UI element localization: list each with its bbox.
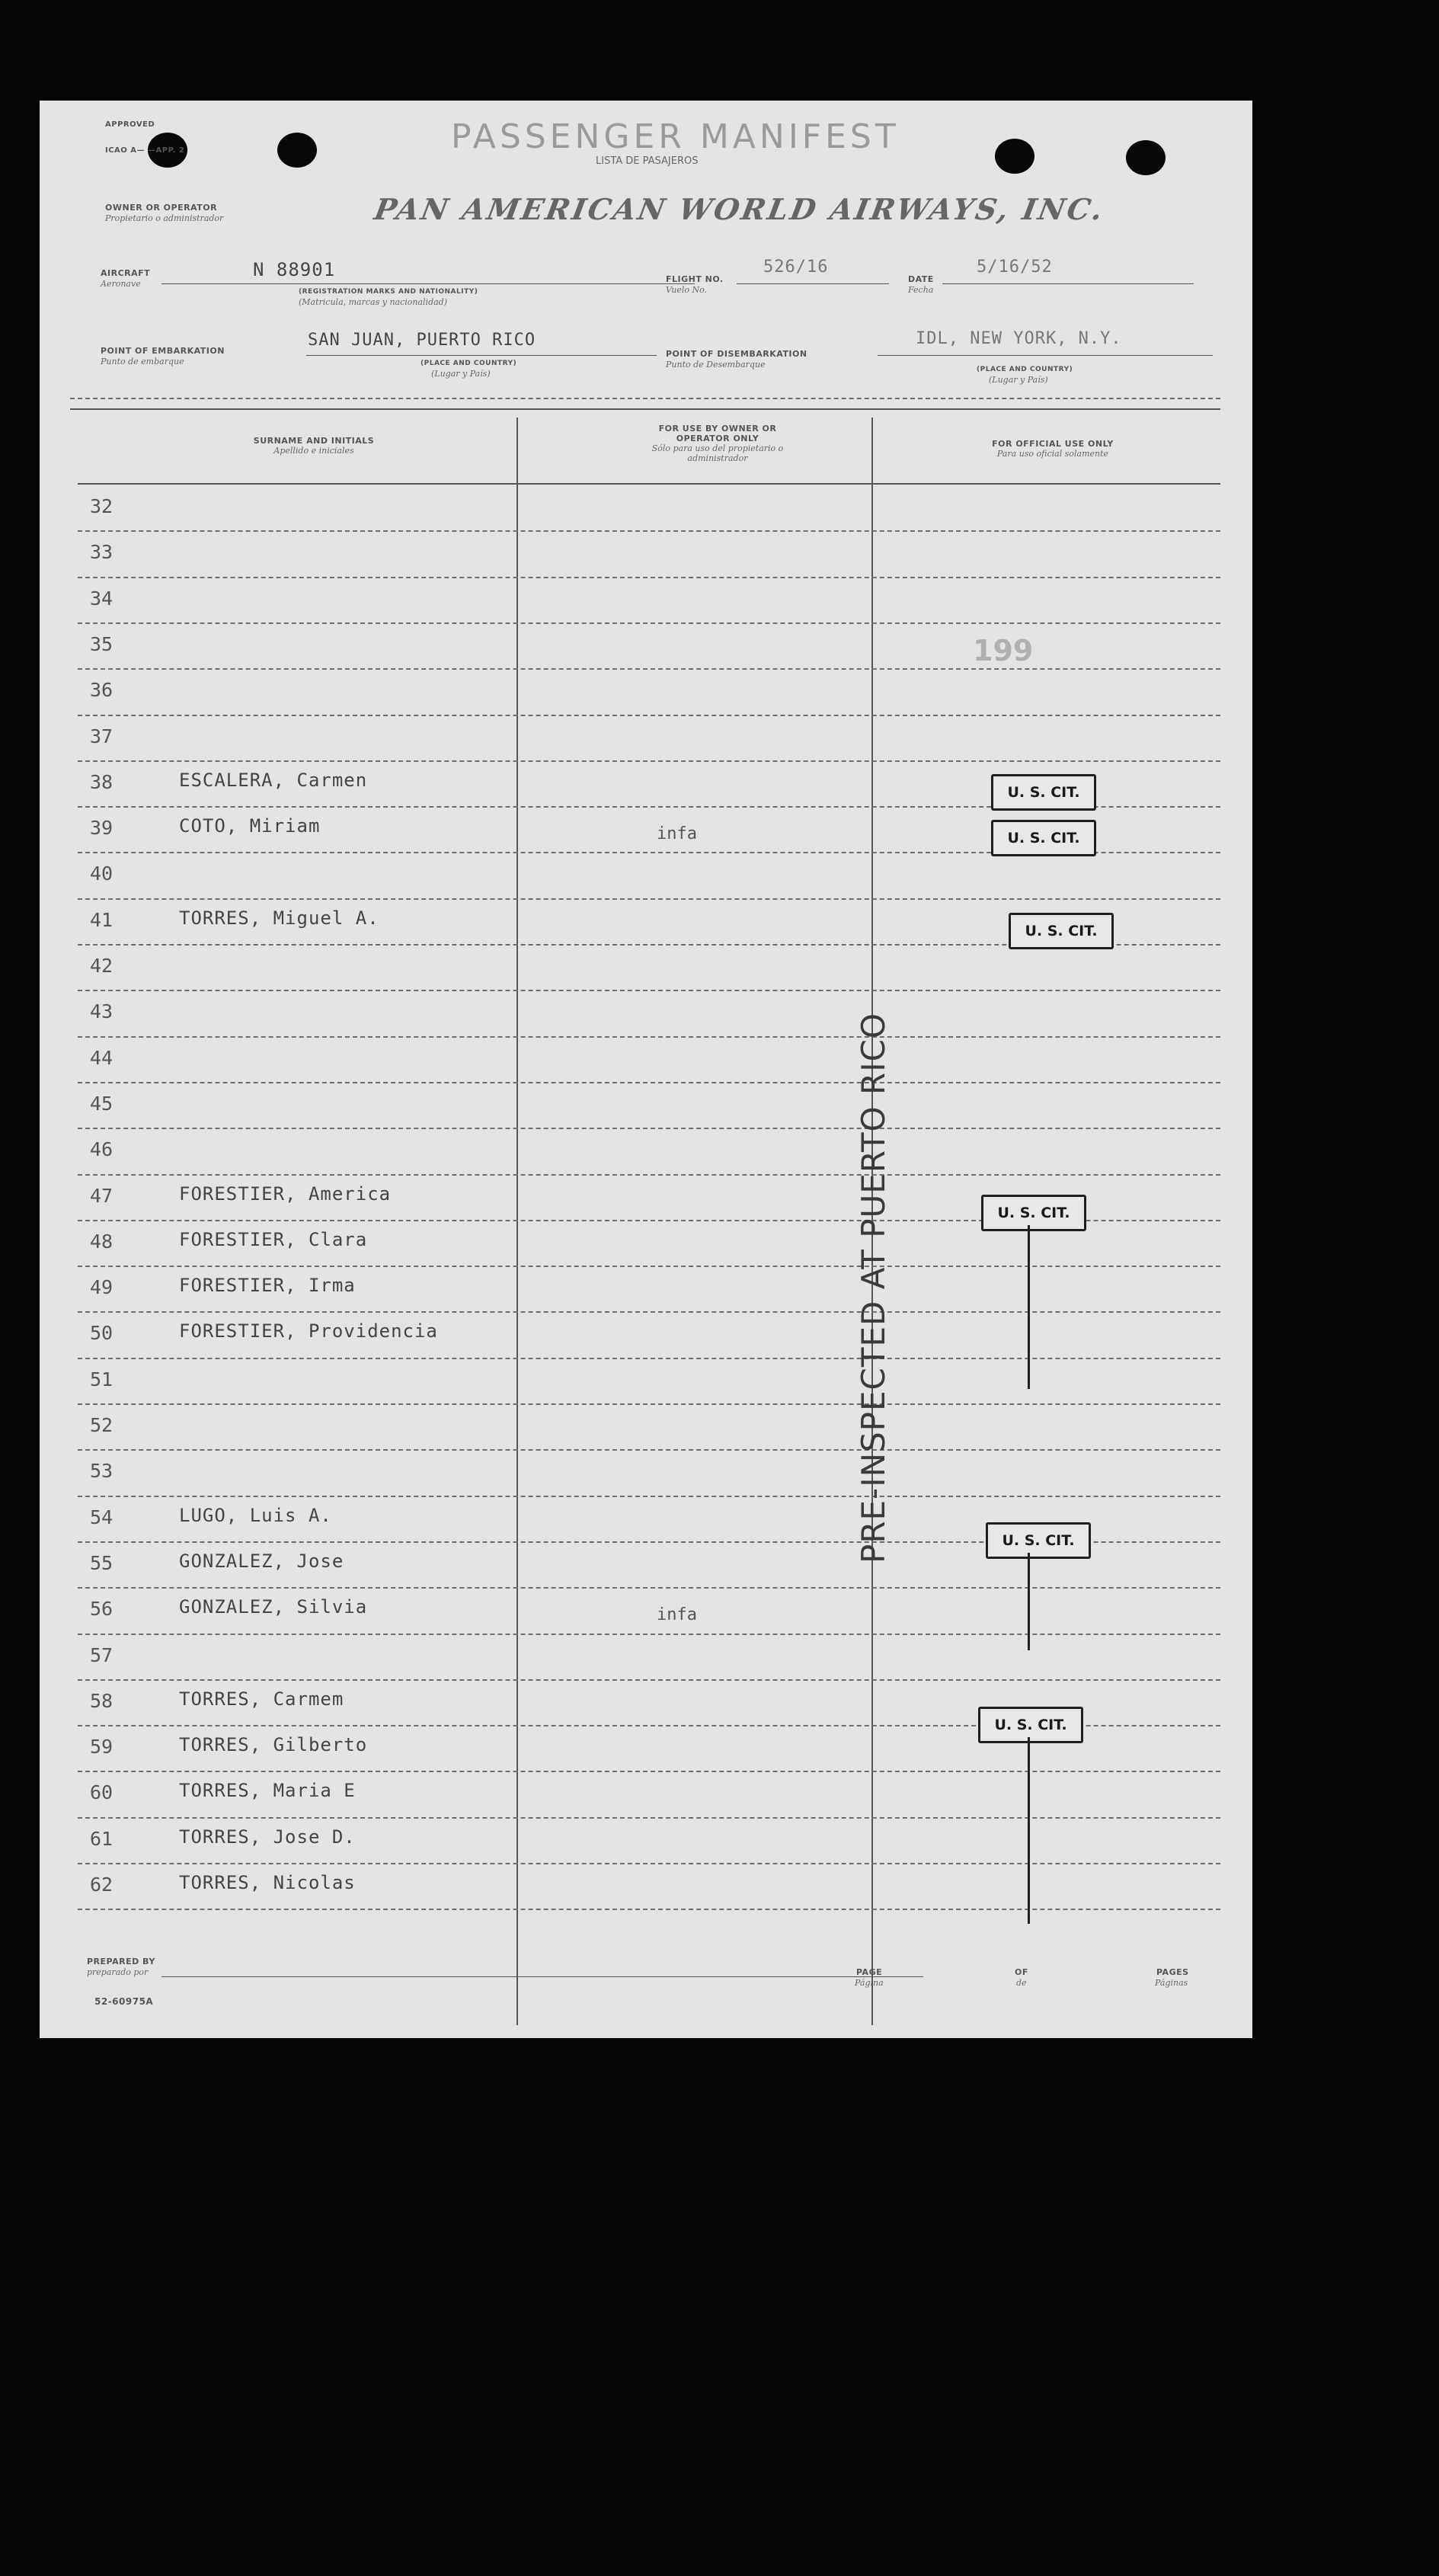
column-name-label-es: Apellido e iniciales [273, 446, 354, 456]
column-owner-label-es: Sólo para uso del propietario o administrador [651, 443, 784, 463]
aircraft-label-es: Aeronave [101, 279, 141, 289]
row-number: 43 [90, 1000, 114, 1023]
page-number-stamp: 199 [973, 634, 1034, 667]
us-cit-stamp: U. S. CIT. [991, 774, 1096, 811]
table-row [78, 532, 1252, 578]
row-number: 46 [90, 1138, 114, 1161]
aircraft-note-es: (Matricula, marcas y nacionalidad) [299, 297, 447, 307]
table-row [78, 1083, 1252, 1129]
table-row [78, 1864, 1252, 1910]
aircraft-underline [161, 283, 695, 284]
row-number: 36 [90, 679, 114, 702]
row-number: 62 [90, 1874, 114, 1896]
column-name-label: SURNAME AND INITIALS [253, 436, 375, 446]
row-number: 61 [90, 1827, 114, 1850]
pages-label: PAGES [1156, 1967, 1189, 1977]
flight-value: 526/16 [763, 258, 829, 277]
us-cit-stamp: U. S. CIT. [991, 820, 1096, 856]
passenger-name: GONZALEZ, Jose [179, 1550, 344, 1572]
row-note: infa [657, 1605, 697, 1625]
airline-name: PAN AMERICAN WORLD AIRWAYS, INC. [372, 192, 1108, 226]
passenger-name: FORESTIER, Irma [179, 1275, 356, 1297]
date-value: 5/16/52 [977, 258, 1053, 277]
row-number: 33 [90, 541, 114, 564]
embark-label-es: Punto de embarque [101, 357, 184, 366]
row-number: 35 [90, 632, 114, 655]
passenger-name: GONZALEZ, Silvia [179, 1596, 368, 1618]
passenger-name: FORESTIER, Clara [179, 1228, 368, 1250]
disembark-place-note: (PLACE AND COUNTRY) [977, 366, 1073, 373]
owner-label-es: Propietario o administrador [105, 213, 224, 223]
table-row [78, 1405, 1252, 1451]
disembark-place-note-es: (Lugar y País) [989, 375, 1048, 385]
date-label: DATE [908, 274, 934, 284]
form-code: 52-60975A [94, 1996, 154, 2007]
embark-label: POINT OF EMBARKATION [101, 346, 225, 356]
ditto-arrow [1028, 1737, 1030, 1924]
row-number: 60 [90, 1781, 114, 1804]
pages-label-es: Páginas [1155, 1978, 1188, 1988]
row-number: 32 [90, 495, 114, 517]
aircraft-label: AIRCRAFT [101, 268, 151, 278]
flight-label: FLIGHT NO. [666, 274, 724, 284]
page-title: PASSENGER MANIFEST [451, 117, 900, 156]
owner-label: OWNER OR OPERATOR [105, 203, 218, 213]
passenger-name: TORRES, Carmem [179, 1688, 344, 1710]
table-row [78, 946, 1252, 991]
row-number: 51 [90, 1368, 114, 1390]
row-number: 52 [90, 1414, 114, 1436]
embark-value: SAN JUAN, PUERTO RICO [308, 331, 536, 350]
table-row [78, 670, 1252, 715]
row-number: 48 [90, 1230, 114, 1253]
table-row [78, 1635, 1252, 1681]
table-row [78, 486, 1252, 532]
table-row [78, 853, 1252, 899]
row-number: 37 [90, 725, 114, 747]
table-row [78, 624, 1252, 670]
aircraft-value: N 88901 [253, 259, 336, 280]
embark-place-note: (PLACE AND COUNTRY) [421, 360, 517, 367]
header-rule [70, 408, 1220, 410]
disembark-value: IDL, NEW YORK, N.Y. [916, 329, 1122, 348]
flight-label-es: Vuelo No. [666, 285, 708, 295]
us-cit-stamp: U. S. CIT. [981, 1195, 1086, 1231]
footer-rule [161, 1976, 923, 1977]
column-header-rule [78, 483, 1220, 485]
page-label-es: Página [855, 1978, 884, 1988]
approved-label: APPROVED [105, 120, 155, 129]
row-number: 34 [90, 587, 114, 610]
icao-label: ICAO A— —APP. 2 [105, 146, 185, 155]
table-row [78, 578, 1252, 624]
table-row [78, 991, 1252, 1037]
disembark-label: POINT OF DISEMBARKATION [666, 349, 807, 359]
passenger-name: FORESTIER, America [179, 1182, 392, 1205]
passenger-name: TORRES, Miguel A. [179, 907, 379, 929]
row-number: 49 [90, 1276, 114, 1299]
passenger-name: TORRES, Nicolas [179, 1872, 356, 1893]
preinspected-stamp: PRE-INSPECTED AT PUERTO RICO [855, 1013, 892, 1563]
table-row [78, 1267, 1252, 1313]
date-label-es: Fecha [908, 285, 934, 295]
row-note: infa [657, 824, 697, 844]
column-owner-label: FOR USE BY OWNER OR OPERATOR ONLY [658, 424, 777, 443]
date-underline [942, 283, 1194, 284]
passenger-name: TORRES, Maria E [179, 1780, 356, 1802]
prepared-by-label: PREPARED BY [87, 1957, 155, 1966]
table-row [78, 1129, 1252, 1175]
passenger-name: FORESTIER, Providencia [179, 1320, 438, 1342]
us-cit-stamp: U. S. CIT. [978, 1707, 1083, 1743]
row-number: 42 [90, 955, 114, 977]
disembark-underline [878, 355, 1213, 356]
manifest-sheet [40, 101, 1252, 2038]
column-header-official [900, 439, 1205, 459]
table-row [78, 1359, 1252, 1405]
us-cit-stamp: U. S. CIT. [1009, 913, 1114, 949]
disembark-label-es: Punto de Desembarque [666, 360, 766, 370]
row-number: 38 [90, 770, 114, 793]
embark-place-note-es: (Lugar y País) [431, 369, 491, 379]
of-label-es: de [1016, 1978, 1027, 1988]
passenger-name: LUGO, Luis A. [179, 1504, 332, 1526]
punch-hole [1126, 140, 1166, 175]
row-number: 47 [90, 1184, 114, 1207]
table-row [78, 1451, 1252, 1496]
passenger-name: TORRES, Jose D. [179, 1826, 356, 1848]
embark-underline [306, 355, 657, 356]
row-number: 55 [90, 1551, 114, 1574]
passenger-name: ESCALERA, Carmen [179, 769, 368, 791]
table-row [78, 1313, 1252, 1358]
row-number: 59 [90, 1736, 114, 1758]
column-header-name [85, 436, 542, 456]
column-official-label-es: Para uso oficial solamente [996, 449, 1109, 459]
row-rule [78, 1909, 1220, 1910]
row-number: 39 [90, 817, 114, 840]
row-number: 44 [90, 1046, 114, 1069]
row-number: 54 [90, 1506, 114, 1528]
column-header-owner [603, 424, 832, 463]
row-number: 41 [90, 908, 114, 931]
passenger-name: TORRES, Gilberto [179, 1734, 368, 1756]
punch-hole [277, 133, 317, 168]
passenger-name: COTO, Miriam [179, 815, 321, 837]
row-number: 58 [90, 1689, 114, 1712]
aircraft-note: (REGISTRATION MARKS AND NATIONALITY) [299, 288, 478, 296]
row-number: 40 [90, 862, 114, 885]
table-row [78, 1038, 1252, 1083]
flight-underline [737, 283, 889, 284]
row-number: 45 [90, 1092, 114, 1115]
us-cit-stamp: U. S. CIT. [986, 1522, 1091, 1559]
prepared-by-label-es: preparado por [87, 1967, 149, 1977]
of-label: OF [1015, 1967, 1028, 1977]
header-rule [70, 398, 1220, 399]
table-row [78, 716, 1252, 762]
punch-hole [995, 139, 1034, 174]
row-number: 57 [90, 1643, 114, 1666]
ditto-arrow [1028, 1225, 1030, 1389]
column-official-label: FOR OFFICIAL USE ONLY [992, 439, 1114, 449]
ditto-arrow [1028, 1553, 1030, 1650]
row-number: 53 [90, 1460, 114, 1483]
page-label: PAGE [856, 1967, 883, 1977]
table-row [78, 1772, 1252, 1818]
table-row [78, 1589, 1252, 1634]
row-number: 50 [90, 1322, 114, 1345]
row-number: 56 [90, 1598, 114, 1621]
table-row [78, 1819, 1252, 1864]
page-subtitle: LISTA DE PASAJEROS [596, 155, 699, 167]
